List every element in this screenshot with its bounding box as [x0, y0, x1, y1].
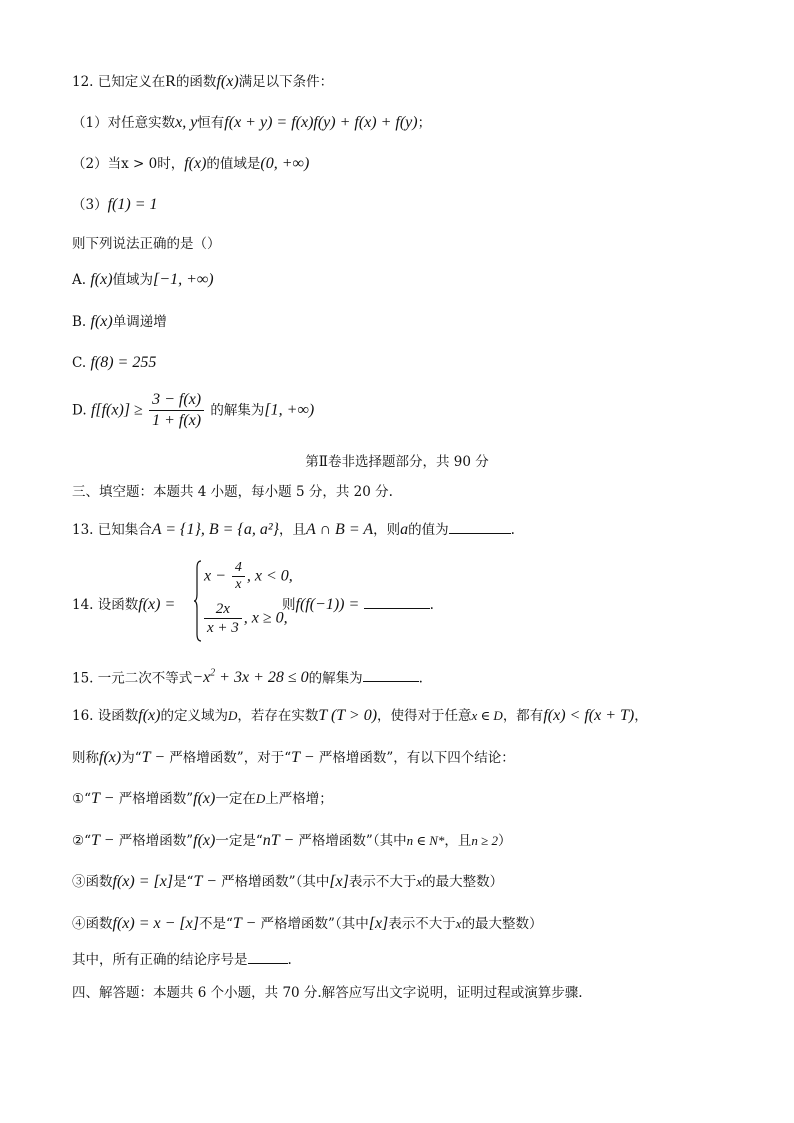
q16-line2-T1: T − [141, 749, 166, 766]
q14-case-2 [202, 600, 288, 637]
section-3-header: 三、填空题：本题共 4 小题，每小题 5 分，共 20 分. [72, 484, 393, 500]
s3-floor-x: [x] [329, 873, 349, 890]
q16-line2-mid: 为“ [121, 750, 142, 766]
s3-b: 严格增函数”（其中 [216, 874, 330, 890]
q14-case2-num: 2x [215, 601, 230, 617]
q16-mid1: 的定义域为 [160, 708, 228, 724]
option-a-fx: f(x) [90, 271, 113, 288]
q16-D: D [227, 708, 238, 723]
option-b-text: 单调递增 [112, 314, 167, 330]
q12-intro-mid: 的函数 [175, 74, 217, 90]
s4-fx: f(x) = x − [x] [112, 915, 199, 932]
option-d-fraction [149, 390, 204, 431]
q14-case1-den: x [232, 576, 245, 593]
q12-condition-3 [72, 195, 158, 215]
q14-case1-fraction [232, 560, 245, 593]
s2-d: ，且 [444, 833, 472, 849]
q14-case2-cond: , x ≥ 0, [243, 609, 288, 627]
q12-question [72, 234, 221, 254]
q15-end: . [418, 670, 423, 687]
q16-pre: 16. 设函数 [72, 708, 139, 724]
s2-T: T − [91, 832, 115, 849]
option-d-numerator: 3 − f(x) [152, 391, 202, 408]
q16-inequality: f(x) < f(x + T) [543, 707, 635, 724]
s4-floor-x: [x] [368, 915, 389, 932]
q15-expr-a: −x [192, 669, 211, 687]
q14-pre [72, 593, 175, 614]
s2-n-ge-2: n ≥ 2 [471, 833, 499, 848]
q16-end1: ， [634, 708, 648, 724]
q16-statement-3 [72, 872, 503, 892]
q12-c1-equation: f(x + y) = f(x)f(y) + f(x) + f(y) [224, 114, 418, 131]
q15-answer-blank[interactable] [363, 680, 419, 682]
q14-pre-text: 14. 设函数 [72, 597, 139, 613]
q15-pre: 15. 一元二次不等式 [72, 670, 193, 687]
q14-case2-fraction [204, 600, 242, 637]
q12-c1-mid: 恒有 [197, 115, 225, 131]
s4-e: 的最大整数） [461, 916, 543, 932]
q16-mid3: ，使得对于任意 [377, 708, 472, 724]
q14-end: . [429, 597, 434, 613]
q16-line-2 [72, 748, 515, 768]
q12-c3-pre: （3） [72, 197, 108, 213]
q13-end: . [510, 522, 515, 538]
q13 [72, 520, 515, 540]
option-d-lhs: f[f(x)] ≥ [90, 401, 143, 419]
q13-mid: ，且 [279, 522, 307, 538]
s2-b: 一定是“ [215, 833, 263, 849]
q12-c1-post: ； [417, 115, 432, 131]
q16-ask [72, 950, 292, 970]
s2-c: 严格增函数”（其中 [294, 833, 407, 849]
q16-answer-blank[interactable] [248, 962, 288, 964]
q14-brace-icon [194, 560, 202, 642]
s2-n-in-N: n ∈ N* [406, 833, 445, 848]
q16-line2-a: 严格增函数”，对于“ [165, 750, 292, 766]
q13-var: a [400, 521, 409, 538]
q15-expr-b: + 3x + 28 ≤ 0 [215, 669, 309, 687]
s1-a: 严格增函数” [114, 791, 194, 807]
s3-pre: ③函数 [72, 874, 113, 890]
s1-T: T − [91, 790, 115, 807]
s1-fx: f(x) [193, 790, 216, 807]
q14-case2-den: x + 3 [204, 618, 242, 637]
option-d-label: D. [72, 402, 87, 419]
q14-case1-cond: , x < 0, [246, 567, 293, 585]
option-d-denominator: 1 + f(x) [149, 410, 204, 431]
q12-set-R: R [165, 73, 176, 90]
q16-statement-4 [72, 914, 543, 934]
option-a-value: [−1, +∞) [153, 271, 214, 288]
q12-intro-pre: 12. 已知定义在 [72, 74, 166, 90]
q15-post: 的解集为 [308, 670, 363, 687]
section-2-title: 第Ⅱ卷非选择题部分，共 90 分 [305, 454, 489, 470]
q14-case1-a: x − [204, 567, 226, 585]
q13-ask: 的值为 [408, 522, 449, 538]
s1-D: D [255, 791, 266, 806]
s4-a: 不是“ [198, 916, 233, 932]
q13-sets: A = {1}, B = {a, a²} [151, 521, 280, 538]
q14-expr: f(f(−1)) = [295, 596, 360, 613]
q14-then: 则 [282, 597, 296, 613]
option-a-label: A. [72, 272, 87, 288]
q16-T: T (T > 0) [318, 707, 378, 724]
q12-intro [72, 72, 333, 92]
q14-fx: f(x) = [138, 596, 176, 613]
s2-a: 严格增函数” [114, 833, 194, 849]
option-c-label: C. [72, 355, 87, 371]
s4-b: 严格增函数”（其中 [256, 916, 369, 932]
s3-a: 是“ [173, 874, 194, 890]
q14-case-1 [204, 560, 293, 593]
q13-pre: 13. 已知集合 [72, 522, 152, 538]
q16-line-1 [72, 706, 648, 726]
q16-x-in-D: x ∈ D [471, 708, 503, 723]
q15 [72, 664, 423, 688]
q15-expr [192, 669, 308, 686]
q16-line2-b: 严格增函数”，有以下四个结论： [314, 750, 515, 766]
s3-e: 的最大整数） [422, 874, 504, 890]
q13-post: ，则 [373, 522, 401, 538]
q13-answer-blank[interactable] [449, 532, 511, 534]
q12-condition-2 [72, 154, 309, 174]
s3-c: 表示不大于 [348, 874, 417, 890]
s3-T: T − [193, 873, 217, 890]
q12-c3-value: f(1) = 1 [107, 196, 158, 213]
q12-ask: 则下列说法正确的是（） [72, 236, 221, 252]
s4-pre: ④函数 [72, 916, 113, 932]
s4-T: T − [232, 915, 257, 932]
s1-pre: ①“ [72, 791, 92, 807]
s2-nT: nT − [262, 832, 295, 849]
q16-fx: f(x) [138, 707, 161, 724]
q12-fx: f(x) [216, 73, 239, 90]
q12-c2-fx: f(x) [184, 155, 207, 172]
q12-option-c [72, 353, 156, 373]
option-b-label: B. [72, 314, 87, 330]
q16-line2-pre: 则称 [72, 750, 99, 766]
s4-c: 表示不大于 [388, 916, 456, 932]
q16-statement-1 [72, 789, 333, 809]
q14-ask [282, 593, 434, 614]
q12-intro-post: 满足以下条件： [238, 74, 334, 90]
q12-option-d [72, 390, 314, 431]
s3-x: x [416, 874, 423, 889]
q12-c1-xy: x, y [175, 114, 198, 131]
q16-mid2: ，若存在实数 [237, 708, 319, 724]
option-a-text: 值域为 [112, 272, 154, 288]
q13-condition: A ∩ B = A [306, 521, 374, 538]
q16-statement-2 [72, 831, 512, 851]
q16-ask-text: 其中，所有正确的结论序号是 [72, 952, 248, 968]
q14-case1-num: 4 [234, 560, 242, 575]
s1-b: 一定在 [215, 791, 256, 807]
s3-fx: f(x) = [x] [112, 873, 174, 890]
q12-c2-mid: 的值域是 [206, 156, 261, 172]
q16-mid4: ，都有 [502, 708, 544, 724]
q14-answer-blank[interactable] [364, 607, 430, 609]
s2-f: ） [498, 833, 512, 849]
q16-line2-T2: T − [291, 749, 315, 766]
q12-c1-pre: （1）对任意实数 [72, 115, 176, 131]
s2-fx: f(x) [193, 832, 216, 849]
q12-option-a [72, 270, 214, 290]
s4-x: x [455, 916, 462, 931]
option-c-value: f(8) = 255 [90, 354, 157, 371]
s1-c: 上严格增； [265, 791, 333, 807]
q15-expr-sup: 2 [210, 668, 216, 679]
q12-c2-pre: （2）当 [72, 156, 122, 172]
q12-c2-value: (0, +∞) [260, 155, 310, 172]
q16-end: . [287, 952, 292, 968]
q12-option-b [72, 312, 167, 332]
s2-pre: ②“ [72, 833, 92, 849]
q12-condition-1 [72, 113, 431, 133]
q12-c2-cond: x > 0时， [121, 156, 185, 172]
option-d-text: 的解集为 [210, 402, 265, 419]
q16-line2-fx: f(x) [99, 749, 122, 766]
option-b-fx: f(x) [90, 313, 113, 330]
section-4-header: 四、解答题：本题共 6 个小题，共 70 分.解答应写出文字说明，证明过程或演算步骤. [72, 985, 583, 1001]
option-d-value: [1, +∞) [264, 401, 315, 419]
